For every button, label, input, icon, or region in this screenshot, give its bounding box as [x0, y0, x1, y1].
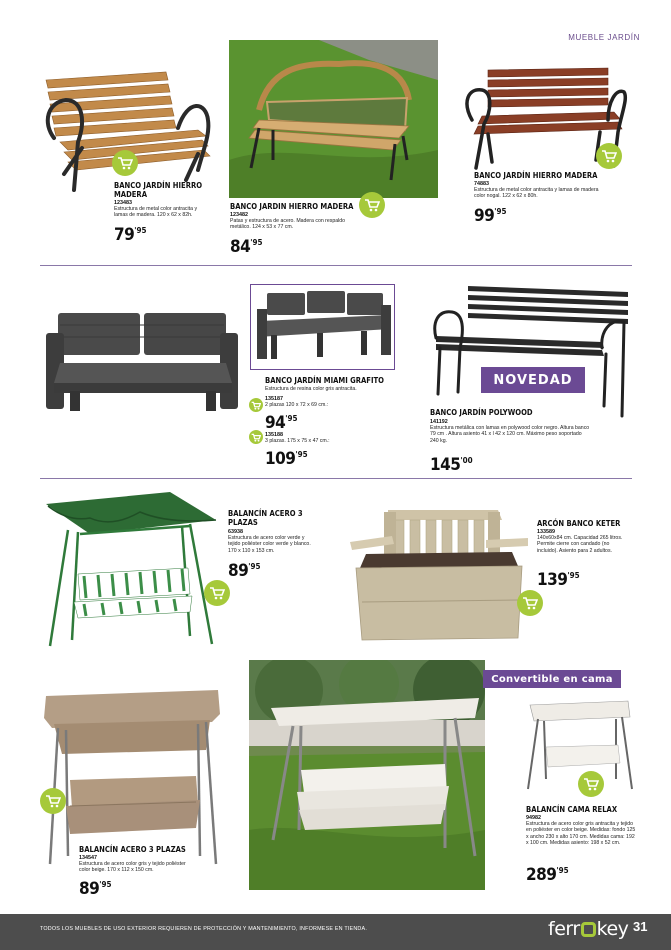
product-name: BALANCÍN CAMA RELAX [526, 805, 618, 814]
variant-description: 3 plazas. 175 x 75 x 47 cm.: [265, 438, 330, 444]
shopping-cart-icon[interactable] [40, 788, 66, 814]
product-description: Estructura metálica con lamas en polywood color negro. Altura banco 79 cm . Altura asiento 41 x l 42 x 120 cm. Máximo peso soportado 240 kg. [430, 425, 590, 444]
product-code: 63938 [228, 529, 243, 535]
product-price: $99^{'95}$ [474, 206, 507, 226]
variant-price: $109^{'95}$ [265, 449, 308, 469]
product-code: 123483 [114, 200, 132, 206]
variant-code: 135188 [265, 432, 283, 438]
product-name: BALANCÍN ACERO 3 PLAZAS [228, 509, 303, 527]
product-description: Estructura de acero color gris antracita y tejido en poliéster en color beige. Medidas: fondo 125 x ancho 230 x alto 170 cm. Medidas cama: 192 x 100 cm. Medidas asiento: 198 x 52 cm. [526, 821, 636, 847]
section-divider [40, 478, 632, 479]
shopping-cart-icon[interactable] [249, 430, 263, 444]
shopping-cart-icon[interactable] [359, 192, 385, 218]
page-number: 31 [633, 919, 648, 934]
product-image-bench-miami-2-seat [40, 305, 245, 415]
brand-logo: ferr key [548, 918, 629, 940]
section-title: MUEBLE JARDÍN [568, 33, 640, 42]
product-description: Estructura de resina color gris antracita. [265, 386, 357, 392]
product-code: 141192 [430, 419, 448, 425]
product-price: $145^{'00}$ [430, 455, 473, 475]
convertible-badge: Convertible en cama [483, 670, 621, 688]
product-name: BALANCÍN ACERO 3 PLAZAS [79, 845, 186, 854]
product-image-keter-storage-bench [348, 506, 530, 646]
product-price: $89^{'95}$ [228, 561, 261, 581]
product-code: 123482 [230, 212, 248, 218]
product-description: Estructura de metal color antracita y lamas de madera color nogal. 122 x 62 x 80h. [474, 187, 599, 200]
product-name: BANCO JARDÍN HIERRO MADERA [114, 181, 203, 199]
shopping-cart-icon[interactable] [204, 580, 230, 606]
logo-o-icon [581, 922, 596, 937]
variant-code: 135187 [265, 396, 283, 402]
product-name: BANCO JARDIN HIERRO MADERA [230, 202, 354, 211]
section-divider [40, 265, 632, 266]
shopping-cart-icon[interactable] [578, 771, 604, 797]
product-description: Estructura de acero color verde y tejido poliéster color verde y blanco. 170 x 110 x 153 cm. [228, 535, 311, 554]
product-name: BANCO JARDÍN HIERRO MADERA [474, 171, 598, 180]
product-price: $289^{'95}$ [526, 865, 569, 885]
product-image-bench-wood-iron-2 [229, 40, 438, 198]
product-description: Patas y estructura de acero. Madera con respaldo metálico. 124 x 53 x 77 cm. [230, 218, 346, 231]
product-image-swing-bed-garden [249, 660, 485, 890]
variant-price: $94^{'95}$ [265, 413, 298, 433]
footer-note: TODOS LOS MUEBLES DE USO EXTERIOR REQUIEREN DE PROTECCIÓN Y MANTENIMIENTO, INFORMESE EN TIENDA. [40, 926, 368, 932]
product-code: 133589 [537, 529, 555, 535]
product-description: 140x60x84 cm. Capacidad 265 litros. Permite cierre con candado (no incluido). Asiento para 2 adultos. [537, 535, 623, 554]
product-image-bench-miami-3-seat [250, 284, 395, 370]
product-description: Estructura de metal color antracita y lamas de madera. 120 x 62 x 82h. [114, 206, 198, 219]
shopping-cart-icon[interactable] [596, 143, 622, 169]
variant-description: 2 plazas 120 x 72 x 69 cm.: [265, 402, 329, 408]
product-price: $84^{'95}$ [230, 237, 263, 257]
product-image-bench-polywood [430, 282, 632, 420]
product-name: BANCO JARDÍN POLYWOOD [430, 408, 533, 417]
product-name: BANCO JARDÍN MIAMI GRAFITO [265, 376, 384, 385]
product-description: Estructura de acero color gris y tejido poliéster color beige. 170 x 112 x 150 cm. [79, 861, 186, 874]
shopping-cart-icon[interactable] [249, 398, 263, 412]
product-price: $89^{'95}$ [79, 879, 112, 899]
product-code: 94982 [526, 815, 541, 821]
product-code: 134547 [79, 855, 97, 861]
product-image-bench-wood-iron-1 [38, 62, 216, 197]
shopping-cart-icon[interactable] [517, 590, 543, 616]
product-name: ARCÓN BANCO KETER [537, 519, 621, 528]
product-code: 74883 [474, 181, 489, 187]
product-price: $139^{'95}$ [537, 570, 580, 590]
product-price: $79^{'95}$ [114, 225, 147, 245]
novelty-badge: NOVEDAD [481, 367, 585, 393]
shopping-cart-icon[interactable] [112, 150, 138, 176]
product-image-swing-green [40, 490, 220, 652]
